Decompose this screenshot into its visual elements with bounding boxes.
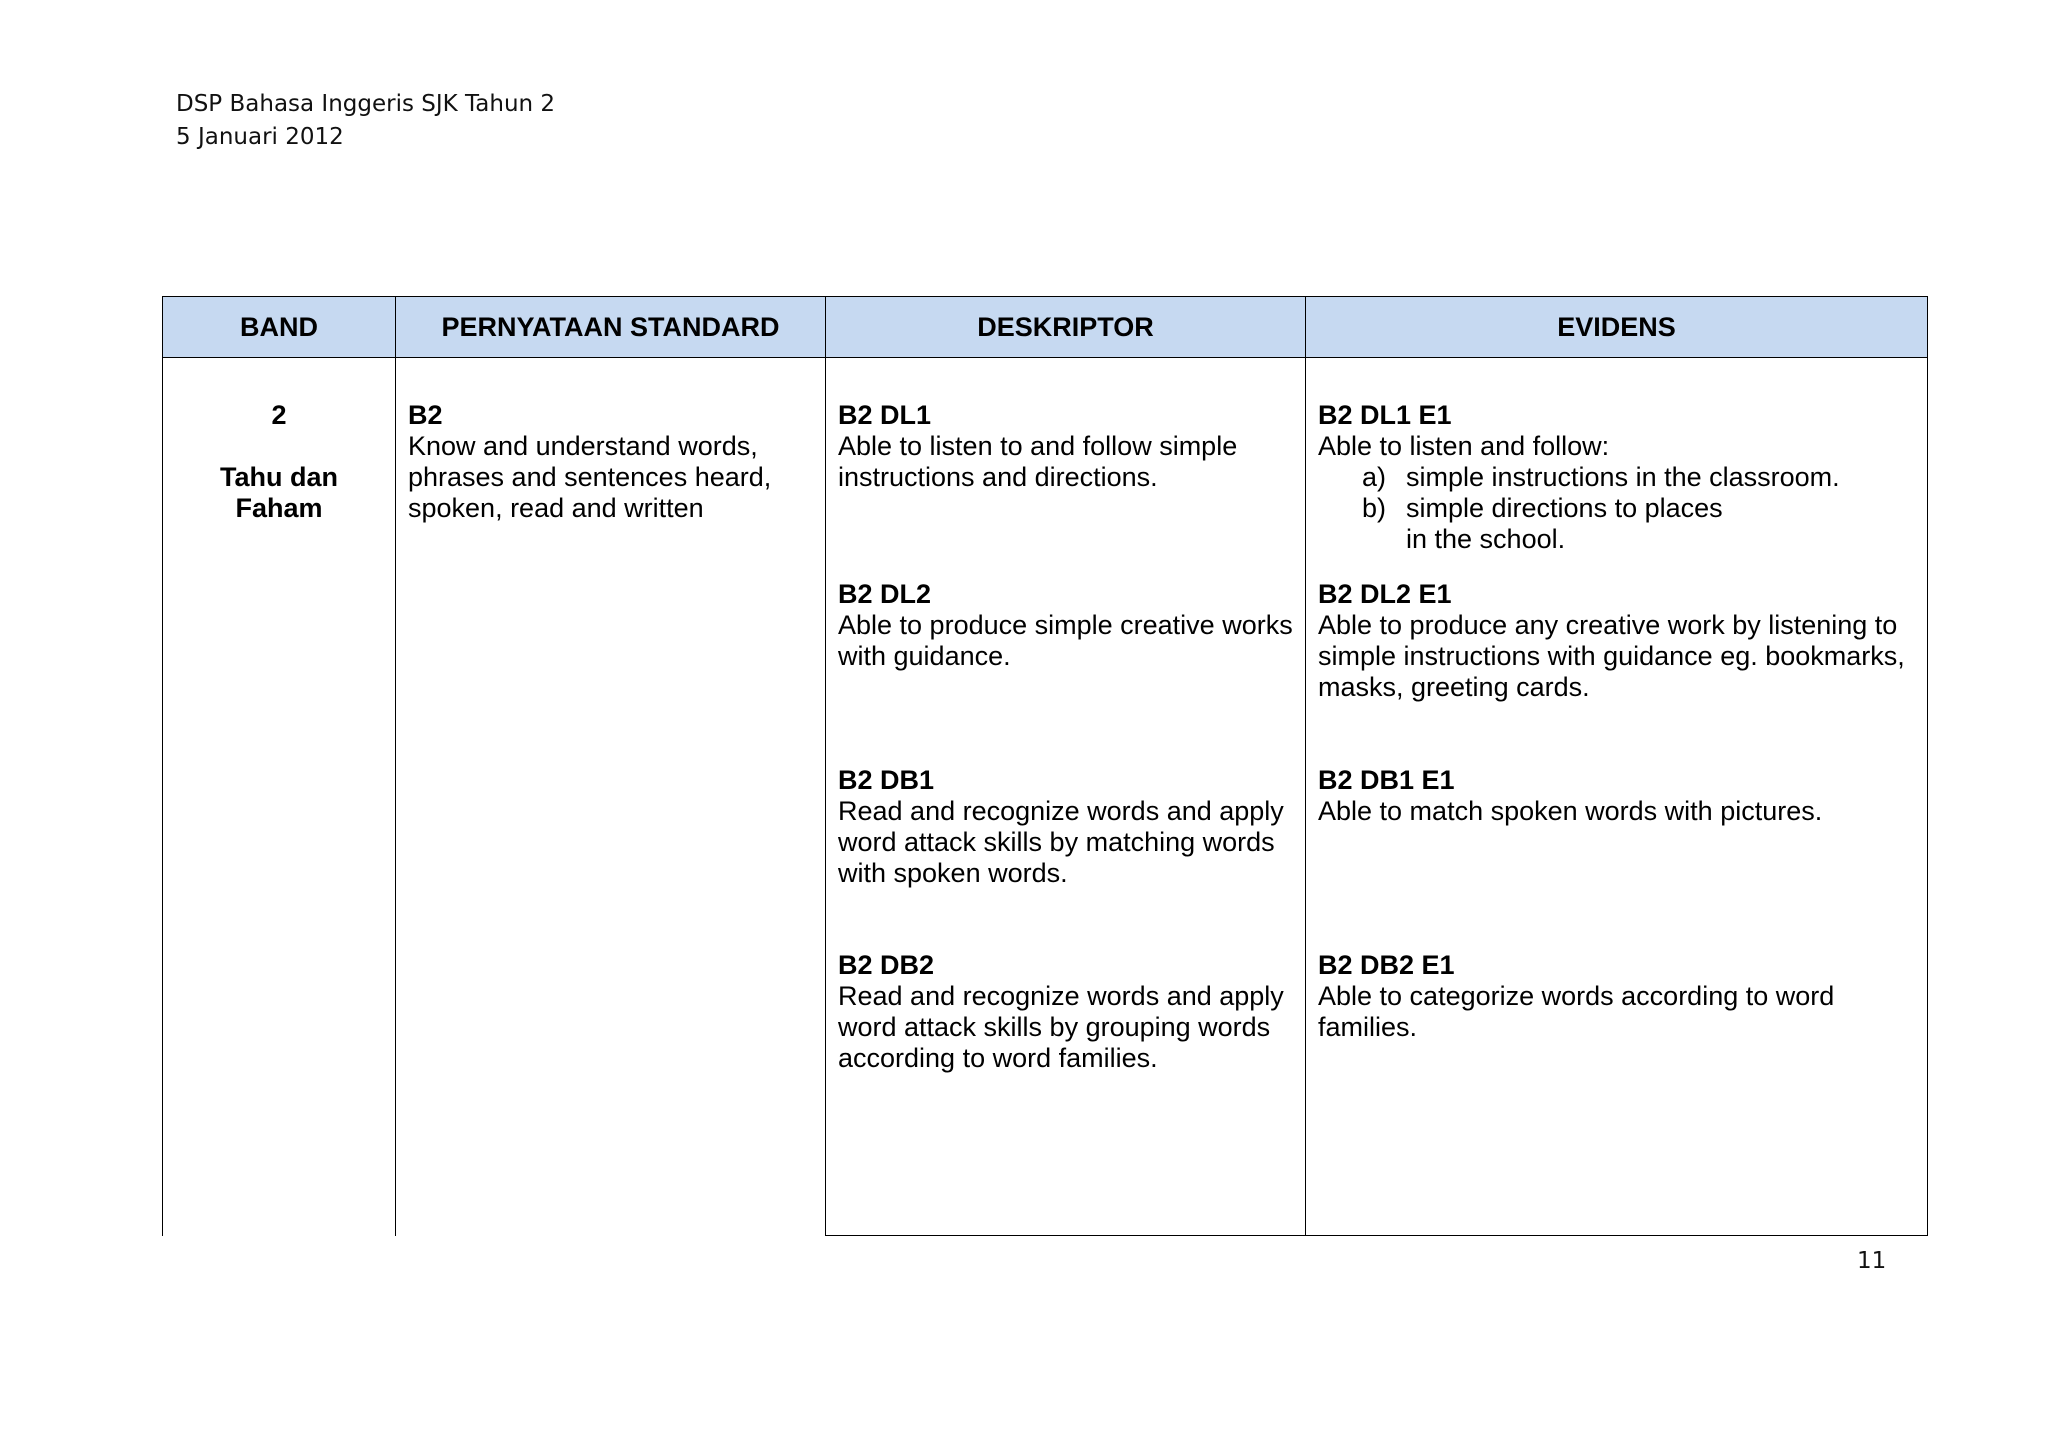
evidence-cell: [1306, 926, 1928, 1236]
evidence-code: B2 DB1 E1: [1318, 765, 1455, 795]
evidence-list: [1318, 462, 1915, 555]
evidence-cell: [1306, 555, 1928, 741]
standard-text: Know and understand words, phrases and sentences heard, spoken, read and written: [408, 431, 772, 523]
descriptor-code: B2 DB1: [838, 765, 935, 795]
document-header: [176, 88, 555, 154]
descriptor-code: B2 DL1: [838, 400, 932, 430]
evidence-cell: [1306, 741, 1928, 926]
descriptor-cell: [826, 555, 1306, 741]
list-item-text: simple instructions in the classroom.: [1406, 462, 1840, 492]
column-header-descriptor: DESKRIPTOR: [826, 297, 1306, 358]
column-header-band: BAND: [163, 297, 396, 358]
descriptor-code: B2 DL2: [838, 579, 932, 609]
standards-table: [162, 296, 1928, 1236]
descriptor-code: B2 DB2: [838, 950, 935, 980]
descriptor-text: Read and recognize words and apply word attack skills by grouping words according to word families.: [838, 981, 1284, 1073]
band-number: 2: [271, 400, 287, 430]
band-cell: [163, 358, 396, 1236]
descriptor-cell: [826, 741, 1306, 926]
standard-code: B2: [408, 400, 443, 430]
evidence-code: B2 DB2 E1: [1318, 950, 1455, 980]
evidence-text: Able to categorize words according to word families.: [1318, 981, 1835, 1042]
list-item: [1362, 493, 1915, 555]
column-header-standard: PERNYATAAN STANDARD: [396, 297, 826, 358]
descriptor-text: Able to produce simple creative works with guidance.: [838, 610, 1293, 671]
descriptor-text: Read and recognize words and apply word attack skills by matching words with spoken words.: [838, 796, 1284, 888]
evidence-code: B2 DL2 E1: [1318, 579, 1452, 609]
band-label: Tahu dan Faham: [220, 462, 338, 523]
standard-cell: [396, 358, 826, 1236]
evidence-text: Able to match spoken words with pictures.: [1318, 796, 1823, 826]
evidence-code: B2 DL1 E1: [1318, 400, 1452, 430]
document-title: DSP Bahasa Inggeris SJK Tahun 2: [176, 91, 556, 117]
table-row: [163, 358, 1928, 556]
list-item: [1362, 462, 1915, 493]
descriptor-cell: [826, 358, 1306, 556]
page-number: 11: [1857, 1248, 1887, 1274]
evidence-text: Able to listen and follow:: [1318, 431, 1610, 461]
evidence-text: Able to produce any creative work by listening to simple instructions with guidance eg. bookmarks, masks, greeting cards.: [1318, 610, 1905, 702]
list-marker: b): [1362, 493, 1387, 523]
list-marker: a): [1362, 462, 1387, 492]
document-date: 5 Januari 2012: [176, 124, 344, 150]
list-item-text: simple directions to places in the school.: [1406, 493, 1723, 554]
column-header-evidence: EVIDENS: [1306, 297, 1928, 358]
evidence-cell: [1306, 358, 1928, 556]
table-header-row: [163, 297, 1928, 358]
descriptor-cell: [826, 926, 1306, 1236]
descriptor-text: Able to listen to and follow simple instructions and directions.: [838, 431, 1238, 492]
